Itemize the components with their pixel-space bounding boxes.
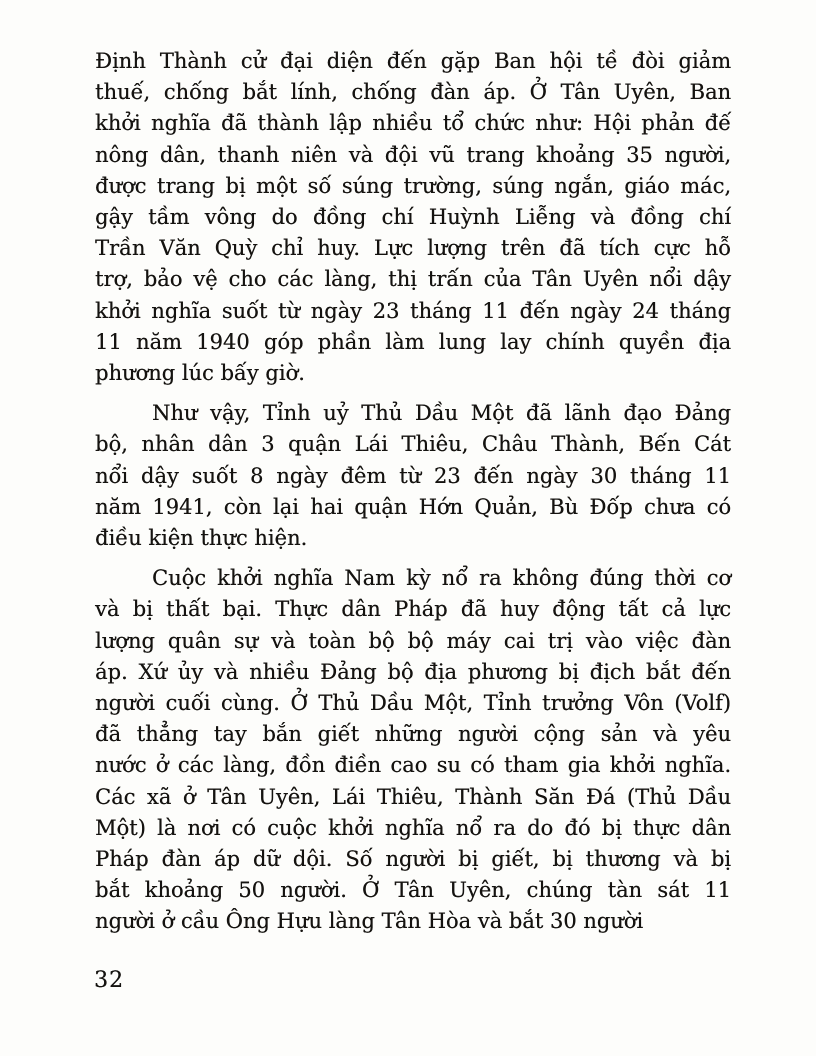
text-line: người cuối cùng. Ở Thủ Dầu Một, Tỉnh trưởng Vôn (Volf) <box>95 691 731 716</box>
text-line: phương lúc bấy giờ. <box>95 361 305 386</box>
text-line: điều kiện thực hiện. <box>95 526 308 551</box>
text-line: bộ, nhân dân 3 quận Lái Thiêu, Châu Thành, Bến Cát <box>95 432 731 457</box>
text-line: được trang bị một số súng trường, súng ngắn, giáo mác, <box>95 173 731 198</box>
paragraph <box>95 398 731 554</box>
text-line: nông dân, thanh niên và đội vũ trang khoảng 35 người, <box>95 142 731 167</box>
text-line: Pháp đàn áp dữ dội. Số người bị giết, bị thương và bị <box>95 847 731 872</box>
text-line: bắt khoảng 50 người. Ở Tân Uyên, chúng tàn sát 11 <box>95 878 731 903</box>
text-line: 11 năm 1940 góp phần làm lung lay chính quyền địa <box>95 329 731 354</box>
text-line: lượng quân sự và toàn bộ bộ máy cai trị vào việc đàn <box>95 628 731 653</box>
paragraph <box>95 563 731 937</box>
text-line: thuế, chống bắt lính, chống đàn áp. Ở Tân Uyên, Ban <box>95 80 731 105</box>
text-line: Trần Văn Quỳ chỉ huy. Lực lượng trên đã tích cực hỗ <box>95 236 731 261</box>
text-line: Như vậy, Tỉnh uỷ Thủ Dầu Một đã lãnh đạo Đảng <box>152 401 731 426</box>
text-line: trợ, bảo vệ cho các làng, thị trấn của Tân Uyên nổi dậy <box>95 267 731 292</box>
page-text-block <box>95 46 731 938</box>
text-line: Định Thành cử đại diện đến gặp Ban hội tề đòi giảm <box>95 49 731 73</box>
page-number: 32 <box>94 968 124 993</box>
text-line: khởi nghĩa đã thành lập nhiều tổ chức như: Hội phản đế <box>95 111 731 136</box>
text-line: khởi nghĩa suốt từ ngày 23 tháng 11 đến ngày 24 tháng <box>95 298 731 323</box>
text-line: Một) là nơi có cuộc khởi nghĩa nổ ra do đó bị thực dân <box>95 815 731 840</box>
text-line: Cuộc khởi nghĩa Nam kỳ nổ ra không đúng thời cơ <box>152 566 731 591</box>
text-line: áp. Xứ ủy và nhiều Đảng bộ địa phương bị địch bắt đến <box>95 659 731 684</box>
text-line: nổi dậy suốt 8 ngày đêm từ 23 đến ngày 30 tháng 11 <box>95 463 731 488</box>
text-line: và bị thất bại. Thực dân Pháp đã huy động tất cả lực <box>95 597 731 622</box>
text-line: đã thẳng tay bắn giết những người cộng sản và yêu <box>95 722 731 747</box>
paragraph <box>95 46 731 389</box>
text-line: nước ở các làng, đồn điền cao su có tham gia khởi nghĩa. <box>95 753 731 778</box>
text-line: gậy tầm vông do đồng chí Huỳnh Liễng và đồng chí <box>95 205 731 230</box>
text-line: năm 1941, còn lại hai quận Hớn Quản, Bù Đốp chưa có <box>95 494 731 519</box>
text-line: người ở cầu Ông Hựu làng Tân Hòa và bắt 30 người <box>95 909 644 934</box>
text-line: Các xã ở Tân Uyên, Lái Thiêu, Thành Săn Đá (Thủ Dầu <box>95 784 731 809</box>
